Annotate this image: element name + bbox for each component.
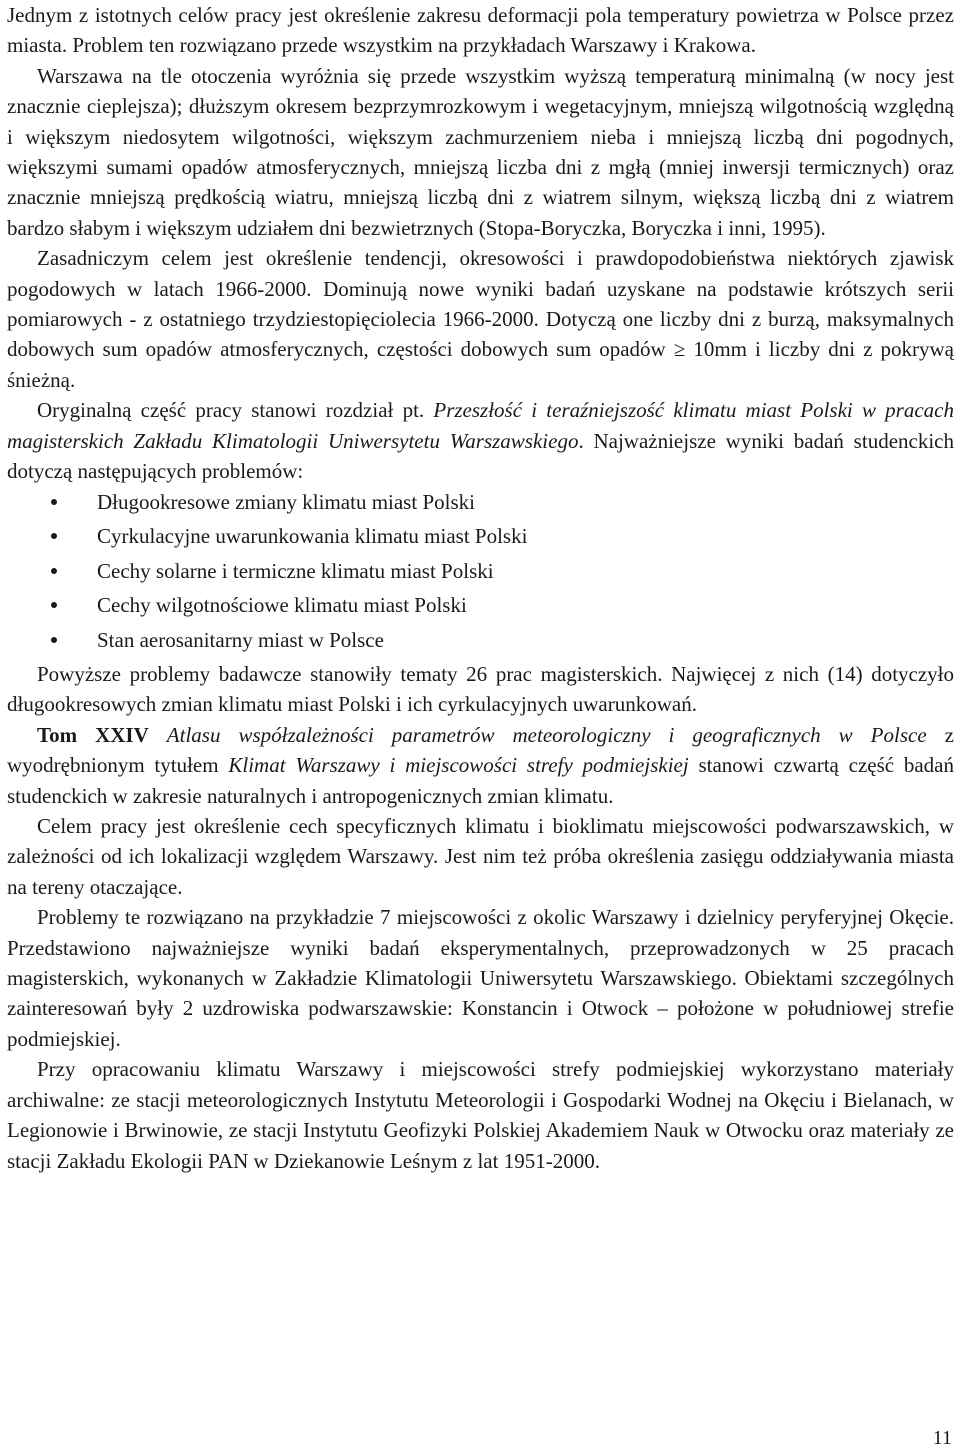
paragraph-9: Przy opracowaniu klimatu Warszawy i miejscowości strefy podmiejskiej wykorzystano materiały archiwalne: ze stacji meteorologicznych Instytutu Meteorologii i Gospodarki Wodnej na Okęciu i Bielanach, w Legionowie i Brwinowie, ze stacji Instytutu Geofizyki Polskiej Akademiem Nauk w Otwocku oraz materiały ze stacji Zakładu Ekologii PAN w Dziekanowie Leśnym z lat 1951-2000. (7, 1057, 954, 1173)
list-item: Długookresowe zmiany klimatu miast Polski (7, 487, 954, 522)
paragraph-4-lead: Oryginalną część pracy stanowi rozdział pt. (37, 398, 434, 423)
paragraph-5: Powyższe problemy badawcze stanowiły tematy 26 prac magisterskich. Najwięcej z nich (14) dotyczyło długookresowych zmian klimatu miast Polski i ich cyrkulacyjnych uwarunkowań. (7, 662, 954, 717)
paragraph-3: Zasadniczym celem jest określenie tendencji, okresowości i prawdopodobieństwa niektórych zjawisk pogodowych w latach 1966-2000. Dominują nowe wyniki badań uzyskane na podstawie krótszych serii pomiarowych - z ostatniego trzydziestopięciolecia 1966-2000. Dotyczą one liczby dni z burzą, maksymalnych dobowych sum opadów atmosferycznych, częstości dobowych sum opadów ≥ 10mm i liczby dni z pokrywą śnieżną. (7, 246, 954, 392)
paragraph-8: Problemy te rozwiązano na przykładzie 7 miejscowości z okolic Warszawy i dzielnicy peryferyjnej Okęcie. Przedstawiono najważniejsze wyniki badań eksperymentalnych, przeprowadzonych w 25 pracach magisterskich, wykonanych w Zakładzie Klimatologii Uniwersytetu Warszawskiego. Obiektami szczególnych zainteresowań były 2 uzdrowiska podwarszawskie: Konstancin i Otwock – położone w południowej strefie podmiejskiej. (7, 905, 954, 1051)
list-item: Stan aerosanitarny miast w Polsce (7, 625, 954, 660)
volume-label: Tom XXIV (37, 722, 149, 747)
atlas-title: Atlasu współzależności parametrów meteorologiczny i geograficznych w Polsce (166, 722, 927, 747)
bullet-icon (51, 637, 57, 643)
bullet-icon (51, 602, 57, 608)
paragraph-4-tail: . Najważniejsze wyniki badań studenckich dotyczą następujących problemów: (7, 428, 954, 484)
paragraph-6: Tom XXIV Atlasu współzależności parametrów meteorologiczny i geograficznych w Polsce z wyodrębnionym tytułem Klimat Warszawy i miejscowości strefy podmiejskiej stanowi czwartą część badań studenckich w zakresie naturalnych i antropogenicznych zmian klimatu. (7, 722, 955, 808)
bullet-icon (51, 533, 57, 539)
paragraph-1: Jednym z istotnych celów pracy jest określenie zakresu deformacji pola temperatury powietrza w Polsce przez miasta. Problem ten rozwiązano przede wszystkim na przykładach Warszawy i Krakowa. (7, 3, 954, 58)
paragraph-7: Celem pracy jest określenie cech specyficznych klimatu i bioklimatu miejscowości podwarszawskich, w zależności od ich lokalizacji względem Warszawy. Jest nim też próba określenia zasięgu oddziaływania miasta na tereny otaczające. (7, 814, 954, 899)
problem-list (7, 487, 954, 660)
document-page (7, 0, 954, 1176)
bullet-icon (51, 568, 57, 574)
paragraph-2: Warszawa na tle otoczenia wyróżnia się przede wszystkim wyższą temperaturą minimalną (w nocy jest znacznie cieplejsza); dłuższym okresem bezprzymrozkowym i wegetacyjnym, mniejszą wilgotnością względną i większym niedosytem wilgotności, większym zachmurzeniem nieba i mniejszą liczbą dni pogodnych, większymi sumami opadów atmosferycznych, mniejszą liczba dni z mgłą (mniej inwersji termicznych) oraz znacznie mniejszą prędkością wiatru, mniejszą liczbą dni z wiatrem silnym, większą liczbą dni z wiatrem bardzo słabym i większym udziałem dni bezwietrznych (Stopa-Boryczka, Boryczka i inni, 1995). (7, 63, 954, 240)
paragraph-4 (7, 395, 954, 486)
list-item: Cechy wilgotnościowe klimatu miast Polski (7, 590, 954, 625)
list-item: Cechy solarne i termiczne klimatu miast Polski (7, 556, 954, 591)
volume-title: Klimat Warszawy i miejscowości strefy podmiejskiej (228, 753, 689, 778)
page-number: 11 (932, 1427, 952, 1449)
list-item: Cyrkulacyjne uwarunkowania klimatu miast Polski (7, 521, 954, 556)
bullet-icon (51, 499, 57, 505)
chapter-title: Przeszłość i teraźniejszość klimatu miast Polski w pracach magisterskich Zakładu Klimatologii Uniwersytetu Warszawskiego (7, 398, 954, 453)
